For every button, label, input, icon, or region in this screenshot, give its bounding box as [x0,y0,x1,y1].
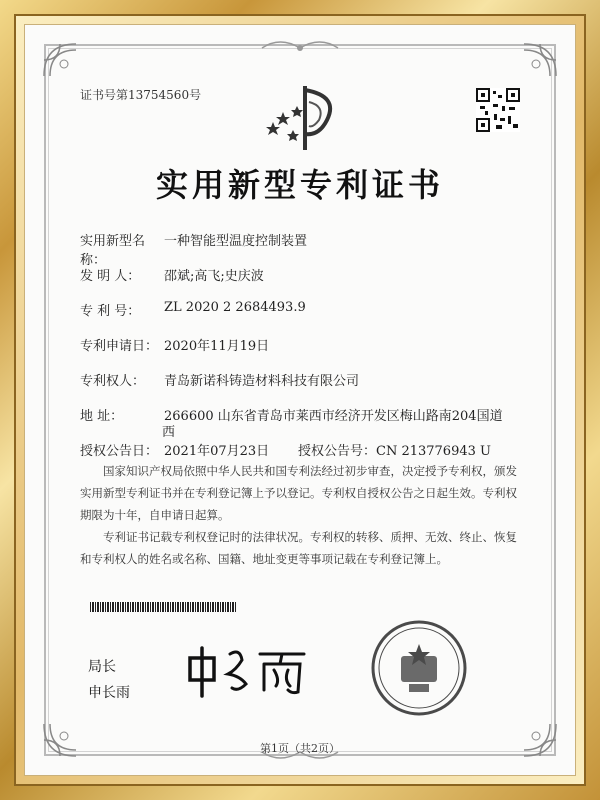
field-address [80,405,503,424]
field-label: 专利申请日： [80,339,159,354]
top-ornament-icon [260,36,340,58]
field-patentee [80,370,360,389]
field-application-date [80,335,270,354]
field-value: 2021年07月23日 [164,444,270,459]
certificate-title: 实用新型专利证书 [155,166,444,204]
field-utility-model-name [80,230,308,268]
certificate-paragraph-2: 专利证书记载专利权登记时的法律状况。专利权的转移、质押、无效、终止、恢复和专利权人的姓名或名称、国籍、地址变更等事项记载在专利登记簿上。 [80,530,517,566]
field-label: 发 明 人： [80,269,141,284]
certificate-number: 证书号第13754560号 [80,88,202,102]
field-label: 专 利 号： [80,304,141,319]
qr-code-icon [476,88,520,132]
field-label: 专利权人： [80,374,146,389]
field-label: 地 址： [80,409,124,424]
field-value: 邵斌;高飞;史庆波 [164,269,264,284]
field-label: 授权公告日： [80,444,159,459]
handwritten-signature-icon [180,640,310,700]
field-value: 青岛新诺科铸造材料科技有限公司 [164,374,360,389]
corner-ornament-icon [480,40,560,80]
field-value: 266600 山东省青岛市莱西市经济开发区梅山路南204国道 [164,409,503,424]
official-seal-icon [360,618,478,718]
field-inventor [80,265,264,284]
official-seal [360,618,478,718]
barcode-icon [90,602,236,612]
field-label: 实用新型名称： [80,234,146,268]
page-number: 第1页（共2页） [260,742,340,755]
field-patent-number [80,300,306,319]
director-name: 申长雨 [88,685,130,701]
announcement-number: 授权公告号：CN 213776943 U [298,444,491,459]
address-continuation: 西 [162,425,176,440]
field-value: 一种智能型温度控制装置 [164,234,308,249]
corner-ornament-icon [40,40,120,80]
field-value: ZL 2020 2 2684493.9 [164,300,306,315]
field-announcement-date [80,440,270,459]
field-value: 2020年11月19日 [164,339,270,354]
director-role: 局长 [88,659,116,675]
patent-office-emblem-icon [253,82,347,154]
certificate-paragraph-1: 国家知识产权局依照中华人民共和国专利法经过初步审查，决定授予专利权，颁发实用新型专利证书并在专利登记簿上予以登记。专利权自授权公告之日起生效。专利权期限为十年，自申请日起算。 [80,464,517,522]
